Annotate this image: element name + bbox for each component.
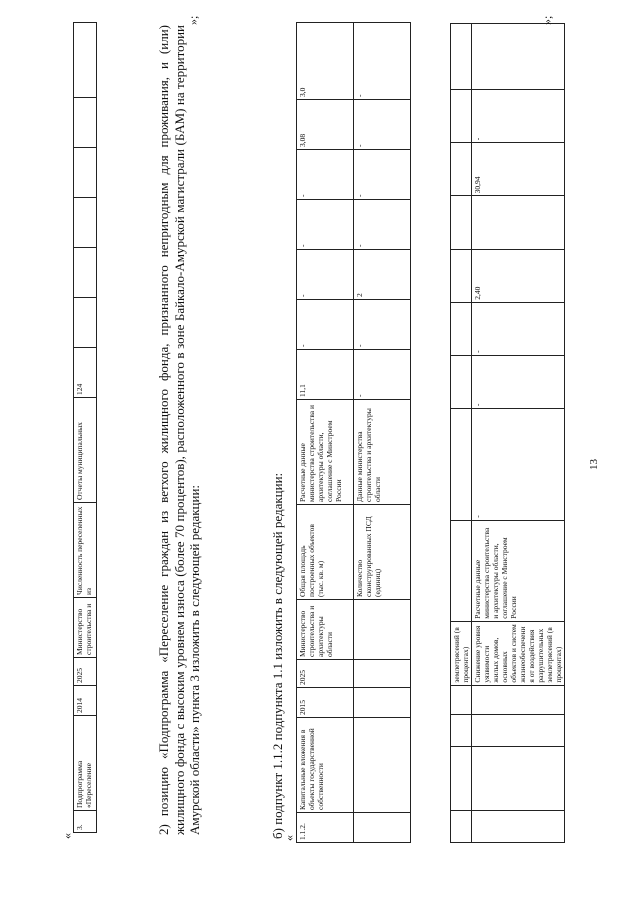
table-cell: Отчеты муниципальных	[74, 398, 97, 503]
table-cell: 3.	[74, 811, 97, 833]
table-cell	[74, 148, 97, 198]
table-cell	[354, 718, 411, 813]
table-cell: 124	[74, 348, 97, 398]
table-cell	[74, 248, 97, 298]
table-cell: 2025	[74, 658, 97, 686]
table-cell	[451, 90, 472, 143]
paragraph-2: 2) позицию «Подпрограмма «Переселение граждан из ветхого жилищного фонда, признанного непригодным для проживания, и (или) жилищного фонда с высоким уровнем износа (более 70 процентов), расположенного в зоне Байкало-Амурской магистрали (БАМ) на территории Амурской области» пункта 3 изложить в следующей редакции:	[156, 25, 202, 835]
table-cell: -	[472, 302, 565, 355]
table-cell: 30,94	[472, 143, 565, 196]
table2-body	[297, 23, 411, 843]
table-cell	[451, 196, 472, 249]
table-cell: Капитальные вложения в объекты государственной собственности	[297, 718, 354, 813]
open-quote-1: «	[282, 835, 296, 841]
table-cell: Министерство строительства и	[74, 598, 97, 658]
table-cell: Численность переселенных из	[74, 503, 97, 598]
table-cell	[451, 249, 472, 302]
table-cell	[74, 98, 97, 148]
table-cell	[451, 685, 472, 715]
table-cell: -	[297, 200, 354, 250]
table-cell	[354, 688, 411, 718]
table-cell: 2,40	[472, 249, 565, 302]
table-cell: -	[354, 300, 411, 350]
table-cell: землетрясений (в процентах)	[451, 621, 472, 685]
table-cell: Снижение уровня уязвимости жилых домов, основных объектов и систем жизнеобеспечения от воздействия разрушительных землетрясений (в процентах)	[472, 621, 565, 685]
table-cell: -	[354, 200, 411, 250]
table-cell: -	[354, 23, 411, 100]
table-cell	[472, 685, 565, 715]
table-cell	[451, 409, 472, 521]
table-cell	[451, 747, 472, 811]
closing-quote-2: »;	[186, 15, 200, 25]
table-row	[297, 23, 354, 843]
table-cell: -	[354, 150, 411, 200]
table-cell: Расчетные данные министерства строительства и архитектуры области, соглашение с Минстроем России	[297, 400, 354, 505]
table-cell	[472, 811, 565, 843]
table-cell: -	[297, 150, 354, 200]
table-cell: -	[354, 350, 411, 400]
table3-body	[74, 23, 97, 833]
table-cell: -	[472, 90, 565, 143]
table-row	[74, 23, 97, 833]
table-cell	[451, 520, 472, 621]
table-cell	[451, 143, 472, 196]
table-cell	[472, 24, 565, 90]
table-row	[354, 23, 411, 843]
table-row	[451, 24, 472, 843]
table-cell	[354, 660, 411, 688]
table-cell: 1.1.2.	[297, 813, 354, 843]
table-cell: 3,08	[297, 100, 354, 150]
table-cell	[451, 302, 472, 355]
open-quote-2: «	[60, 833, 74, 839]
table-row	[472, 24, 565, 843]
table-position-3	[73, 22, 97, 833]
table-cell	[354, 813, 411, 843]
table-cell: Министерство строительства и архитектуры области	[297, 600, 354, 660]
table-cell: -	[297, 300, 354, 350]
closing-quote-1: »;	[540, 15, 554, 25]
table-cell: -	[354, 100, 411, 150]
table-cell: Подпрограмма «Переселение	[74, 716, 97, 811]
table-cell: -	[472, 409, 565, 521]
table-cell	[74, 23, 97, 98]
table-cell: Данные министерства строительства и архитектуры области	[354, 400, 411, 505]
table-cell	[472, 196, 565, 249]
table-cell	[74, 198, 97, 248]
table-cell: 2014	[74, 686, 97, 716]
table-cell: Расчетные данные министерства строительства и архитектуры области, соглашение с Минстроем России	[472, 520, 565, 621]
table-cell: 2015	[297, 688, 354, 718]
table-cell	[451, 24, 472, 90]
table-cell	[472, 715, 565, 747]
table-cell	[74, 298, 97, 348]
table-cell	[472, 747, 565, 811]
table-cell: Количество сконструированных ПСД (единиц)	[354, 505, 411, 600]
table-cell: 11,1	[297, 350, 354, 400]
table-cell: Общая площадь построенных объектов (тыс. кв. м)	[297, 505, 354, 600]
table-continuation	[450, 23, 565, 843]
table-cell	[451, 355, 472, 408]
table-1-1-2	[296, 22, 411, 843]
table-cell	[451, 811, 472, 843]
table-cell: 3,0	[297, 23, 354, 100]
table1-body	[451, 24, 565, 843]
table-cell: -	[472, 355, 565, 408]
table-cell	[354, 600, 411, 660]
table-cell: 2	[354, 250, 411, 300]
table-cell: -	[297, 250, 354, 300]
page-number: 13	[588, 459, 600, 470]
caption-b: б) подпункт 1.1.2 подпункта 1.1 изложить в следующей редакции:	[270, 472, 285, 839]
table-cell	[451, 715, 472, 747]
table-cell: 2025	[297, 660, 354, 688]
